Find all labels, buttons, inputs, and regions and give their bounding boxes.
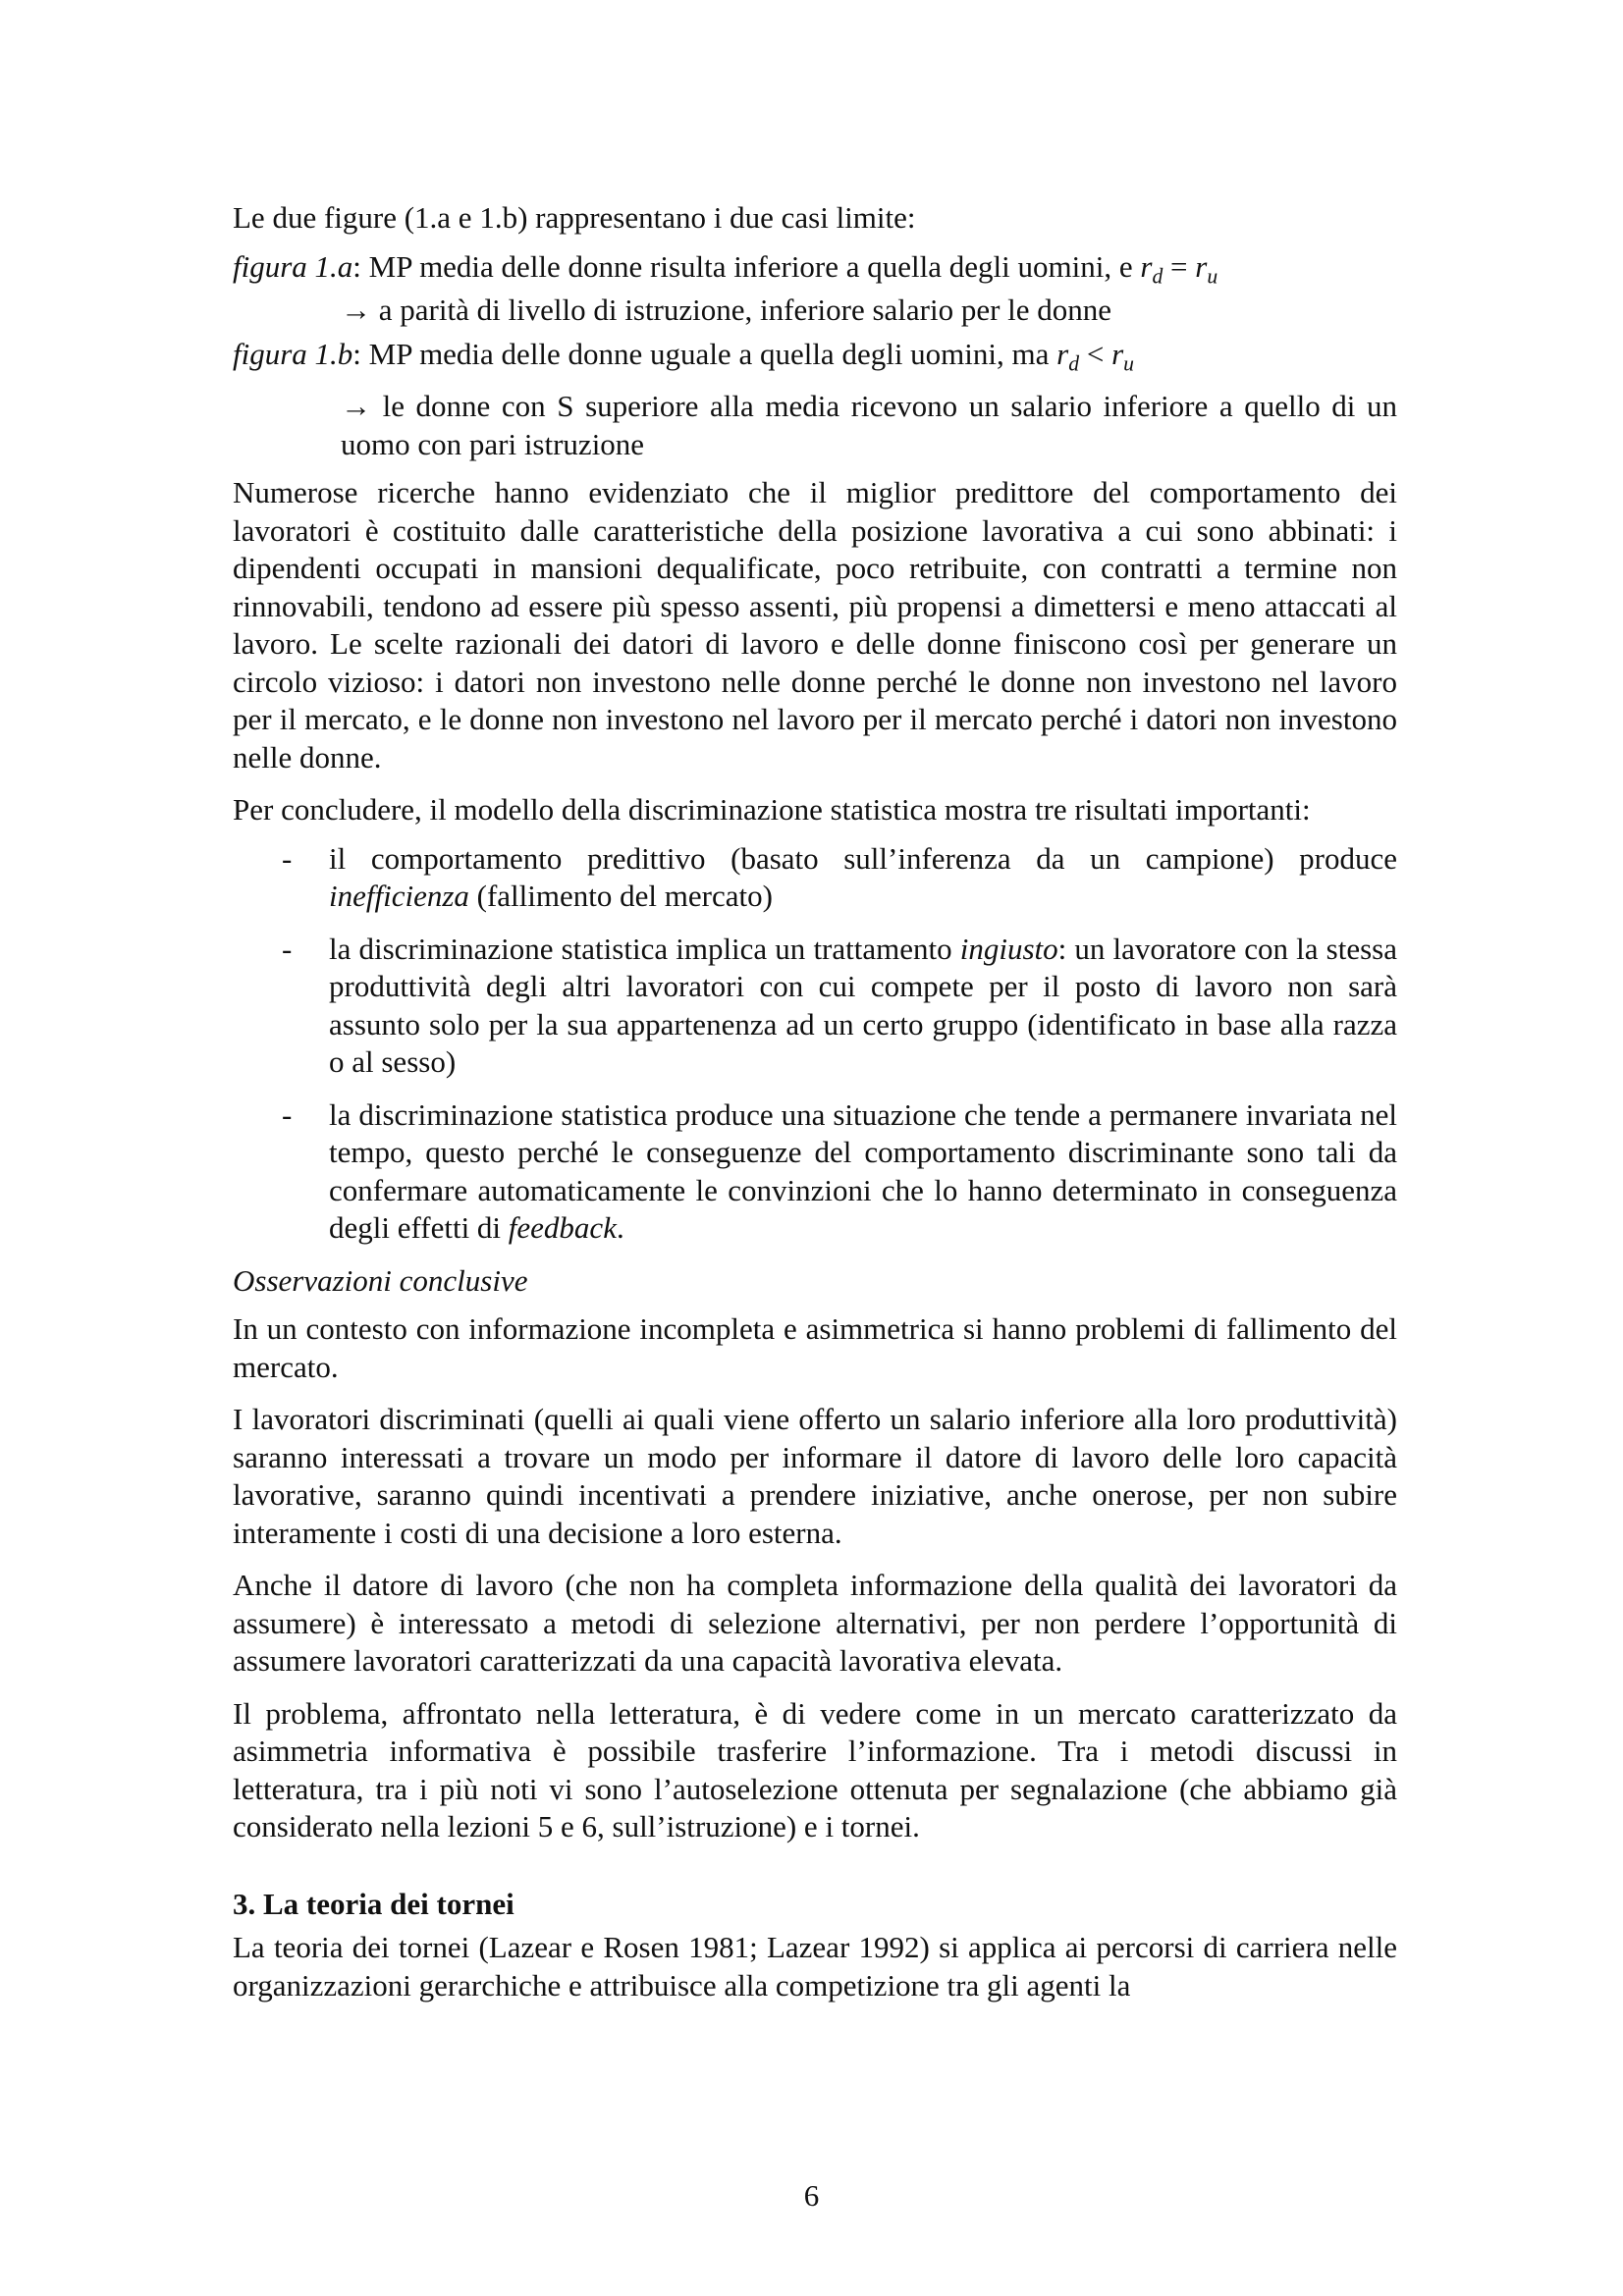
list-dash: -: [282, 931, 293, 966]
list-item-text: [329, 840, 1397, 916]
page-number: 6: [803, 2178, 820, 2213]
figure-b-operator: <: [1079, 336, 1112, 371]
figure-a-text: : MP media delle donne risulta inferiore a quella degli uomini, e: [352, 248, 1141, 284]
list-text-part: (fallimento del mercato): [468, 879, 773, 913]
paragraph-research: Numerose ricerche hanno evidenziato che il miglior predittore del comportamento dei lavoratori è costituito dalle caratteristiche della posizione lavorativa a cui sono abbinati: i dipendenti occupati in mansioni dequalificate, poco retribuite, con contratti a termine non rinnovabili, tendono ad essere più spesso assenti, più propensi a dimettersi e meno attaccati al lavoro. Le scelte razionali dei datori di lavoro e delle donne finiscono così per generare un circolo vizioso: i datori non investono nelle donne perché le donne non investono nel lavoro per il mercato, e le donne non investono nel lavoro per il mercato perché i datori non investono nelle donne.: [233, 475, 1397, 774]
figure-a-subscript-u: u: [1207, 264, 1218, 288]
figure-a-note: → a parità di livello di istruzione, inferiore salario per le donne: [341, 293, 1112, 327]
paragraph-tornei: La teoria dei tornei (Lazear e Rosen 1981; Lazear 1992) si applica ai percorsi di carriera nelle organizzazioni gerarchiche e attribuisce alla competizione tra gli agenti la: [233, 1930, 1397, 2002]
list-item: [233, 931, 1397, 1082]
paragraph-employer: Anche il datore di lavoro (che non ha completa informazione della qualità dei lavoratori da assumere) è interessato a metodi di selezione alternativi, per non perdere l’opportunità di assumere lavoratori caratterizzati da una capacità lavorativa elevata.: [233, 1568, 1397, 1678]
list-text-part: : un lavoratore con la stessa produttività degli altri lavoratori con cui compete per il posto di lavoro non sarà assunto solo per la sua appartenenza ad un certo gruppo (identificato in base alla razza o al sesso): [329, 931, 1397, 1079]
figure-b-note: → le donne con S superiore alla media ricevono un salario inferiore a quello di un uomo con pari istruzione: [341, 389, 1397, 461]
list-text-emphasis: feedback: [508, 1210, 617, 1245]
list-item: [233, 1096, 1397, 1248]
figure-a-line: [233, 248, 1397, 287]
results-list: [233, 840, 1397, 1248]
figure-a-r-symbol: r: [1140, 248, 1153, 284]
list-item: [233, 840, 1397, 916]
figure-a-label: figura 1.a: [233, 248, 353, 284]
list-text-part: la discriminazione statistica produce una situazione che tende a permanere invariata nel tempo, questo perché le conseguenze del comportamento discriminante sono tali da confermare automaticamente le convinzioni che lo hanno determinato in conseguenza degli effetti di: [329, 1096, 1397, 1245]
list-item-text: [329, 931, 1397, 1082]
paragraph-workers: I lavoratori discriminati (quelli ai quali viene offerto un salario inferiore alla loro produttività) saranno interessati a trovare un modo per informare il datore di lavoro delle loro capacità lavorative, saranno quindi incentivati a prendere iniziative, anche onerose, per non subire interamente i costi di una decisione a loro esterna.: [233, 1402, 1397, 1550]
list-dash: -: [282, 1096, 293, 1132]
paragraph-conclude: Per concludere, il modello della discriminazione statistica mostra tre risultati importanti:: [233, 792, 1311, 827]
figure-a-subscript-d: d: [1152, 264, 1163, 288]
list-text-emphasis: ingiusto: [959, 931, 1058, 966]
figure-b-subscript-u: u: [1123, 351, 1134, 375]
figure-b-text: : MP media delle donne uguale a quella degli uomini, ma: [352, 336, 1057, 371]
figure-b-label: figura 1.b: [233, 336, 353, 371]
observations-heading: Osservazioni conclusive: [233, 1262, 528, 1298]
section-heading: 3. La teoria dei tornei: [233, 1886, 514, 1921]
figure-a-operator: =: [1163, 248, 1196, 284]
list-text-part: il comportamento predittivo (basato sull’inferenza da un campione) produce: [329, 840, 1397, 876]
list-dash: -: [282, 840, 293, 876]
list-text-emphasis: inefficienza: [329, 879, 469, 913]
list-item-text: [329, 1096, 1397, 1248]
figure-a-r-symbol-2: r: [1195, 248, 1208, 284]
figure-b-r-symbol-2: r: [1111, 336, 1124, 371]
paragraph-problem: Il problema, affrontato nella letteratura, è di vedere come in un mercato caratterizzato da asimmetria informativa è possibile trasferire l’informazione. Tra i metodi discussi in letteratura, tra i più noti vi sono l’autoselezione ottenuta per segnalazione (che abbiamo già considerato nella lezioni 5 e 6, sull’istruzione) e i tornei.: [233, 1695, 1397, 1843]
figure-b-line: [233, 336, 1397, 374]
figure-b-subscript-d: d: [1068, 351, 1080, 375]
list-text-part: la discriminazione statistica implica un trattamento: [329, 931, 960, 966]
page-content: [233, 199, 1397, 2004]
list-text-part: .: [616, 1210, 624, 1245]
intro-line: Le due figure (1.a e 1.b) rappresentano i due casi limite:: [233, 200, 916, 235]
paragraph-context: In un contesto con informazione incompleta e asimmetrica si hanno problemi di fallimento del mercato.: [233, 1311, 1397, 1384]
figure-b-r-symbol: r: [1056, 336, 1069, 371]
